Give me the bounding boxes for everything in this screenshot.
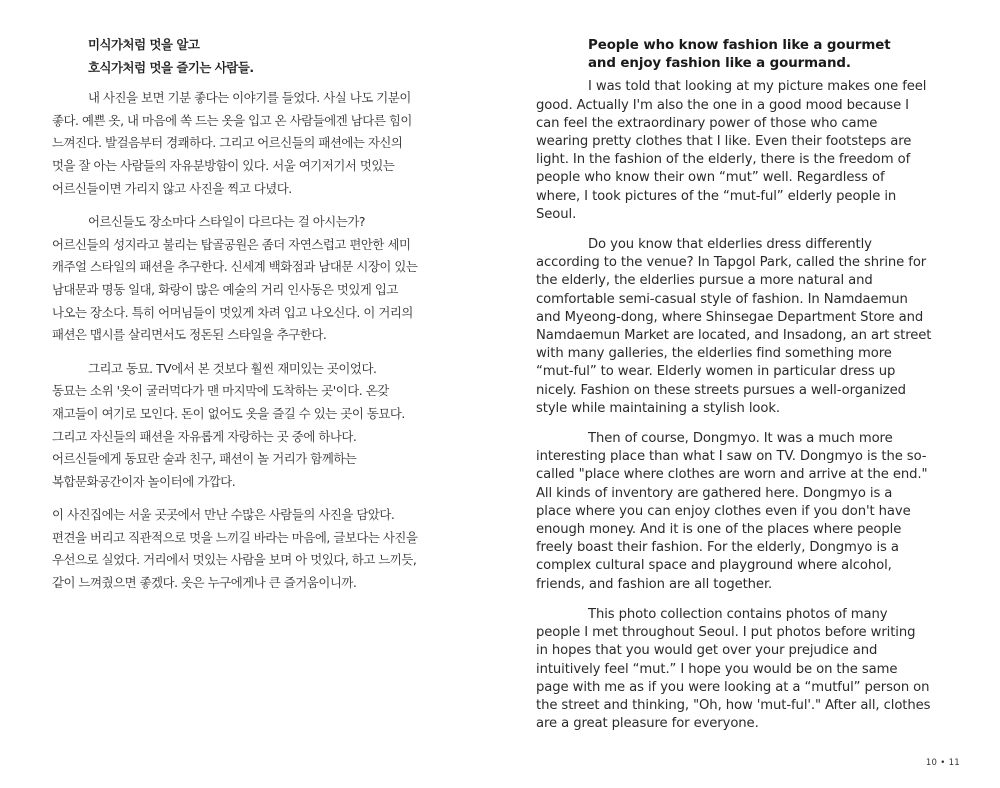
text-line: style while maintaining a stylish look. [536, 400, 780, 416]
korean-heading-line: 미식가처럼 멋을 알고 [88, 37, 200, 52]
text-line: 남대문과 명동 일대, 화랑이 많은 예술의 거리 인사동은 멋있게 입고 [52, 281, 398, 297]
korean-heading-line: 호식가처럼 멋을 즐기는 사람들. [88, 59, 254, 75]
text-line: and Myeong-dong, where Shinsegae Department Store and [536, 309, 924, 325]
text-line: 동묘는 소위 '옷이 굴러먹다가 맨 마지막에 도착하는 곳'이다. 온갖 [52, 383, 389, 399]
text-line: 그리고 자신들의 패션을 자유롭게 자랑하는 곳 중에 하나다. [52, 428, 357, 444]
text-line: called "place where clothes are worn and arrive at the end." [536, 467, 928, 483]
text-line: 패션은 맵시를 살리면서도 정돈된 스타일을 추구한다. [52, 327, 327, 343]
text-line: the street and thinking, "Oh, how 'mut-ful'." After all, clothes [536, 697, 931, 713]
text-line: 캐주얼 스타일의 패션을 추구한다. 신세계 백화점과 남대문 시장이 있는 [52, 259, 418, 275]
english-paragraph-1 [536, 78, 934, 224]
text-line: 편견을 버리고 직관적으로 멋을 느끼길 바라는 마음에, 글보다는 사진을 [52, 529, 418, 545]
text-line: place where you can enjoy clothes even if you don't have [536, 503, 911, 519]
text-line: Namdaemun Market are located, and Insadong, an art street [536, 328, 932, 344]
english-paragraph-3 [536, 430, 934, 594]
text-line: page with me as if you were looking at a “mutful” person on [536, 679, 930, 695]
text-line: 그리고 동묘. TV에서 본 것보다 훨씬 재미있는 곳이었다. [88, 360, 377, 376]
text-line: 내 사진을 보면 기분 좋다는 이야기를 들었다. 사실 나도 기분이 [88, 90, 411, 106]
text-line: 이 사진집에는 서울 곳곳에서 만난 수많은 사람들의 사진을 담았다. [52, 507, 395, 523]
korean-heading [52, 34, 442, 79]
text-line: comfortable semi-casual style of fashion. In Namdaemun [536, 291, 908, 307]
text-line: nicely. Fashion on these streets pursues a well-organized [536, 382, 906, 398]
text-line: All kinds of inventory are gathered here. Dongmyo is a [536, 485, 893, 501]
text-line: where, I took pictures of the “mut-ful” elderly people in [536, 188, 897, 204]
text-line: the elderly, the elderlies pursue a more natural and [536, 273, 873, 289]
text-line: “mut-ful” to wear. Elderly women in particular dress up [536, 364, 896, 380]
text-line: friends, and fashion are all together. [536, 576, 773, 592]
text-line: 좋다. 예쁜 옷, 내 마음에 쏙 드는 옷을 입고 온 사람들에겐 남다른 힘이 [52, 112, 412, 128]
text-line: 나오는 장소다. 특히 어머님들이 멋있게 차려 입고 나오신다. 이 거리의 [52, 304, 413, 320]
text-line: people I met throughout Seoul. I put photos before writing [536, 625, 916, 641]
text-line: 어르신들에게 동묘란 술과 친구, 패션이 놀 거리가 함께하는 [52, 451, 357, 467]
korean-paragraph-2 [52, 211, 442, 347]
english-paragraph-4 [536, 606, 934, 733]
korean-text-column [52, 34, 442, 606]
text-line: 느껴진다. 발걸음부터 경쾌하다. 그리고 어르신들의 패션에는 자신의 [52, 135, 403, 151]
text-line: can feel the extraordinary power of those who came [536, 115, 878, 131]
text-line: This photo collection contains photos of many [588, 606, 888, 622]
text-line: light. In the fashion of the elderly, there is the freedom of [536, 152, 911, 168]
text-line: Seoul. [536, 206, 577, 222]
text-line: 어르신들도 장소마다 스타일이 다르다는 걸 아시는가? [88, 214, 365, 230]
text-line: Do you know that elderlies dress differently [588, 237, 872, 253]
text-line: with many galleries, the elderlies find something more [536, 346, 892, 362]
korean-paragraph-4 [52, 504, 442, 594]
korean-paragraph-3 [52, 358, 442, 494]
text-line: 어르신들이면 가리지 않고 사진을 찍고 다녔다. [52, 180, 292, 196]
text-line: wearing pretty clothes that I like. Even their footsteps are [536, 134, 912, 150]
text-line: in hopes that you would get over your prejudice and [536, 643, 878, 659]
english-heading-line: People who know fashion like a gourmet [588, 38, 891, 53]
page-number: 10 • 11 [925, 758, 960, 768]
text-line: I was told that looking at my picture makes one feel [588, 79, 927, 95]
text-line: enough money. And it is one of the places where people [536, 522, 902, 538]
text-line: Then of course, Dongmyo. It was a much more [588, 431, 893, 447]
text-line: 재고들이 여기로 모인다. 돈이 없어도 옷을 즐길 수 있는 곳이 동묘다. [52, 405, 405, 421]
text-line: according to the venue? In Tapgol Park, called the shrine for [536, 255, 927, 271]
text-line: 같이 느껴줬으면 좋겠다. 옷은 누구에게나 큰 즐거움이니까. [52, 575, 357, 591]
text-line: interesting place than what I saw on TV. Dongmyo is the so- [536, 449, 927, 465]
english-paragraph-2 [536, 236, 934, 418]
text-line: good. Actually I'm also the one in a good mood because I [536, 97, 909, 113]
text-line: complex cultural space and playground where alcohol, [536, 558, 892, 574]
korean-paragraph-1 [52, 87, 442, 200]
english-heading-line: and enjoy fashion like a gourmand. [588, 56, 851, 72]
text-line: 복합문화공간이자 놀이터에 가깝다. [52, 473, 236, 489]
text-line: freely boast their fashion. For the elderly, Dongmyo is a [536, 540, 899, 556]
right-page [500, 0, 1000, 788]
text-line: people who know their own “mut” well. Regardless of [536, 170, 885, 186]
text-line: 어르신들의 성지라고 불리는 탑골공원은 좀더 자연스럽고 편안한 세미 [52, 236, 411, 252]
text-line: 우선으로 실었다. 거리에서 멋있는 사람을 보며 아 멋있다, 하고 느끼듯, [52, 552, 417, 568]
text-line: are a great pleasure for everyone. [536, 716, 759, 732]
english-heading [536, 37, 934, 73]
english-text-column [536, 37, 934, 745]
text-line: intuitively feel “mut.” I hope you would be on the same [536, 661, 898, 677]
text-line: 멋을 잘 아는 사람들의 자유분방함이 있다. 서울 여기저기서 멋있는 [52, 157, 395, 173]
